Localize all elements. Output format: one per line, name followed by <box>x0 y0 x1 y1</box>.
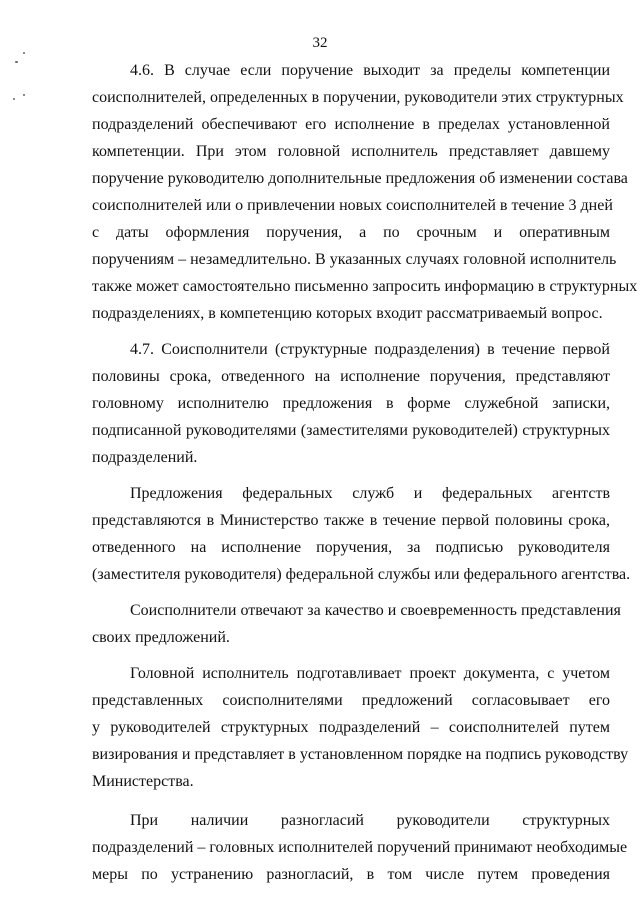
paragraph-spacer <box>92 795 610 807</box>
text-line: подразделениях, в компетенцию которых входит рассматриваемый вопрос. <box>92 305 603 322</box>
paragraph-spacer <box>92 588 610 597</box>
text-line: меры по устранению разногласий, в том числе путем проведения <box>92 866 610 883</box>
paragraph-coexecutors-responsibility <box>92 597 621 651</box>
paragraph-spacer <box>92 327 610 336</box>
scan-artifact-mark <box>23 94 25 96</box>
text-line: подразделений. <box>92 449 198 466</box>
text-line: Головной исполнитель подготавливает проект документа, с учетом <box>130 665 610 682</box>
text-line: половины срока, отведенного на исполнение поручения, представляют <box>92 368 610 385</box>
paragraph-4-7 <box>92 336 610 471</box>
text-line: 4.6. В случае если поручение выходит за пределы компетенции <box>130 62 610 79</box>
scan-artifact-mark <box>23 52 25 54</box>
text-line: также может самостоятельно письменно запросить информацию в структурных <box>92 278 638 295</box>
text-line: поручениям – незамедлительно. В указанных случаях головной исполнитель <box>92 251 617 268</box>
text-line: визирования и представляет в установленном порядке на подпись руководству <box>92 746 629 763</box>
text-line: соисполнителей или о привлечении новых соисполнителей в течение 3 дней <box>92 197 613 214</box>
paragraph-federal-proposals <box>92 480 631 588</box>
text-line: отведенного на исполнение поручения, за подписью руководителя <box>92 539 610 556</box>
paragraph-disagreements <box>92 807 628 888</box>
paragraph-4-6 <box>92 57 638 327</box>
paragraph-spacer <box>92 471 610 480</box>
text-line: подписанной руководителями (заместителями руководителей) структурных <box>92 422 610 439</box>
text-line: При наличии разногласий руководители структурных <box>130 812 610 829</box>
text-line: представленных соисполнителями предложений согласовывает его <box>92 692 610 709</box>
text-line: Министерства. <box>92 773 194 790</box>
paragraph-head-executor <box>92 660 629 795</box>
text-line: подразделений – головных исполнителей поручений принимают необходимые <box>92 839 628 856</box>
text-line: 4.7. Соисполнители (структурные подразделения) в течение первой <box>130 341 610 358</box>
text-line: соисполнителей, определенных в поручении, руководители этих структурных <box>92 89 624 106</box>
text-line: компетенции. При этом головной исполнитель представляет давшему <box>92 143 610 160</box>
paragraph-spacer <box>92 651 610 660</box>
scan-artifact-mark <box>13 98 15 100</box>
text-line: своих предложений. <box>92 629 230 646</box>
scan-artifact-mark <box>15 61 18 63</box>
text-line: головному исполнителю предложения в форме служебной записки, <box>92 395 610 412</box>
document-body <box>92 57 638 888</box>
text-line: (заместителя руководителя) федеральной службы или федерального агентства. <box>92 566 631 583</box>
text-line: подразделений обеспечивают его исполнение в пределах установленной <box>92 116 610 133</box>
text-line: Предложения федеральных служб и федеральных агентств <box>130 485 610 502</box>
text-line: с даты оформления поручения, а по срочным и оперативным <box>92 224 610 241</box>
text-line: поручение руководителю дополнительные предложения об изменении состава <box>92 170 628 187</box>
text-line: представляются в Министерство также в течение первой половины срока, <box>92 512 610 529</box>
text-line: у руководителей структурных подразделений – соисполнителей путем <box>92 719 610 736</box>
text-line: Соисполнители отвечают за качество и своевременность представления <box>130 602 621 619</box>
page-number: 32 <box>312 35 328 51</box>
